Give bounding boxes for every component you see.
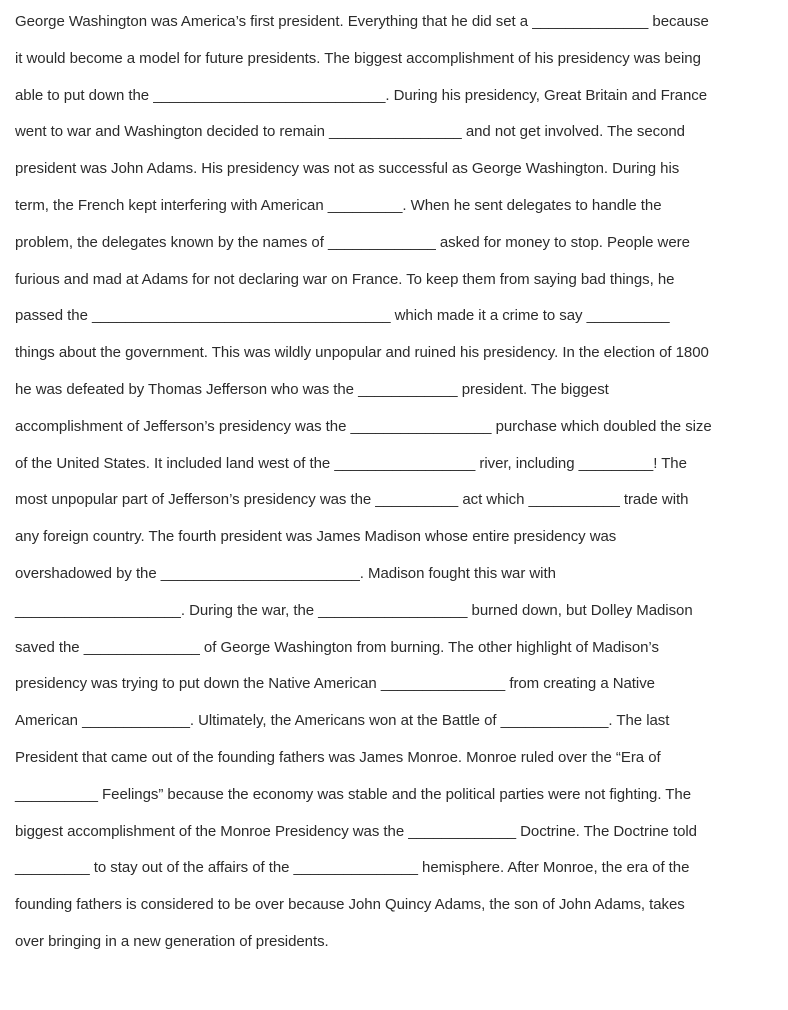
- text-line: term, the French kept interfering with American _________. When he sent delegates to handle the: [15, 196, 662, 214]
- text-line: saved the ______________ of George Washington from burning. The other highlight of Madison’s: [15, 638, 659, 656]
- text-line: went to war and Washington decided to remain ________________ and not get involved. The second: [15, 123, 685, 141]
- text-line: _________ to stay out of the affairs of the _______________ hemisphere. After Monroe, the era of the: [15, 859, 690, 877]
- text-line: presidency was trying to put down the Native American _______________ from creating a Native: [15, 675, 655, 693]
- text-line: problem, the delegates known by the names of _____________ asked for money to stop. People were: [15, 233, 690, 251]
- text-line: passed the ____________________________________ which made it a crime to say __________: [15, 307, 670, 325]
- text-line: he was defeated by Thomas Jefferson who was the ____________ president. The biggest: [15, 380, 609, 398]
- text-line: __________ Feelings” because the economy was stable and the political parties were not fighting. The: [15, 785, 691, 803]
- text-line: of the United States. It included land west of the _________________ river, including _________! The: [15, 454, 687, 472]
- text-line: President that came out of the founding fathers was James Monroe. Monroe ruled over the “Era of: [15, 748, 661, 766]
- text-line: it would become a model for future presidents. The biggest accomplishment of his presidency was being: [15, 49, 701, 67]
- text-line: most unpopular part of Jefferson’s presidency was the __________ act which ___________ trade with: [15, 491, 689, 509]
- worksheet-paragraph: [15, 4, 785, 961]
- text-line: accomplishment of Jefferson’s presidency was the _________________ purchase which doubled the size: [15, 417, 712, 435]
- text-line: founding fathers is considered to be over because John Quincy Adams, the son of John Adams, takes: [15, 896, 685, 914]
- text-line: ____________________. During the war, the __________________ burned down, but Dolley Madison: [15, 601, 693, 619]
- text-line: president was John Adams. His presidency was not as successful as George Washington. During his: [15, 160, 680, 178]
- text-line: biggest accomplishment of the Monroe Presidency was the _____________ Doctrine. The Doctrine told: [15, 822, 697, 840]
- text-line: American _____________. Ultimately, the Americans won at the Battle of _____________. The last: [15, 712, 670, 730]
- text-line: furious and mad at Adams for not declaring war on France. To keep them from saying bad things, he: [15, 270, 675, 288]
- text-line: able to put down the ____________________________. During his presidency, Great Britain and France: [15, 86, 707, 104]
- text-line: George Washington was America’s first president. Everything that he did set a ______________ because: [15, 13, 709, 30]
- text-line: over bringing in a new generation of presidents.: [15, 932, 329, 950]
- text-line: any foreign country. The fourth president was James Madison whose entire presidency was: [15, 528, 617, 546]
- text-line: overshadowed by the ________________________. Madison fought this war with: [15, 564, 556, 582]
- text-line: things about the government. This was wildly unpopular and ruined his presidency. In the election of 1800: [15, 344, 709, 362]
